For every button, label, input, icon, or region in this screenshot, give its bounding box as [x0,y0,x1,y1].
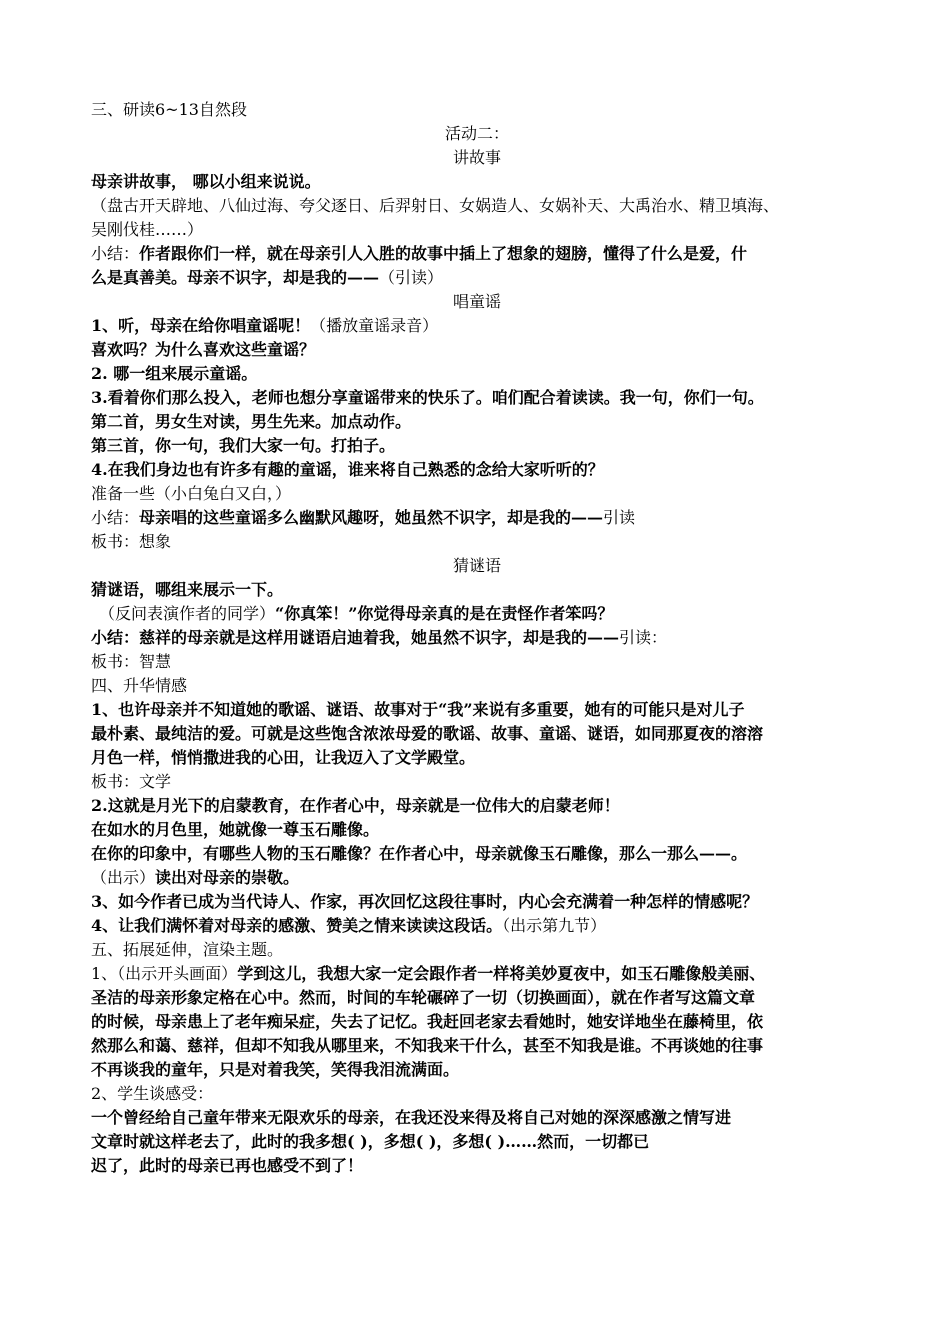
summary-text: 作者跟你们一样，就在母亲引人入胜的故事中插上了想象的翅膀，懂得了什么是爱，什 [139,244,748,263]
text-line: 的时候，母亲患上了老年痴呆症，失去了记忆。我赶回老家去看她时，她安详地坐在藤椅里，依 [91,1012,764,1031]
subheading-riddles: 猜谜语 [452,556,501,575]
summary-label: 小结： [91,244,140,263]
text-line: 1、（出示开头画面）学到这儿，我想大家一定会跟作者一样将美妙夏夜中，如玉石雕像般美丽、 [91,964,766,983]
document-body [91,98,863,1178]
text-line: 在如水的月色里，她就像一尊玉石雕像。 [91,820,380,839]
subheading-story: 讲故事 [452,148,501,167]
text-line: （盘古开天辟地、八仙过海、夸父逐日、后羿射日、女娲造人、女娲补天、大禹治水、精卫填海、 [91,196,780,215]
text-line: 3.看着你们那么投入，老师也想分享童谣带来的快乐了。咱们配合着读读。我一句，你们一句。 [91,388,764,407]
text-line: 文章时就这样老去了，此时的我多想( )，多想( )，多想( )……然而，一切都已 [91,1132,650,1151]
text-line [91,242,863,266]
summary-label: 小结： [91,508,140,527]
text-line: （反问表演作者的同学）“你真笨！”你觉得母亲真的是在责怪作者笨吗？ [99,604,614,623]
text-line: 1、听，母亲在给你唱童谣呢！（播放童谣录音） [91,316,439,335]
text-line: 4、让我们满怀着对母亲的感激、赞美之情来读读这段话。（出示第九节） [91,916,607,935]
text-line: 母亲讲故事， 哪以小组来说说。 [91,172,321,191]
text-line: 一个曾经给自己童年带来无限欢乐的母亲，在我还没来得及将自己对她的深深感激之情写进 [91,1108,732,1127]
text-line: 2.这就是月光下的启蒙教育，在作者心中，母亲就是一位伟大的启蒙老师！ [91,796,620,815]
text-line: 第二首，男女生对读，男生先来。加点动作。 [91,412,412,431]
text-line: 么是真善美。母亲不识字，却是我的——（引读） [91,268,444,287]
text-line: 在你的印象中，有哪些人物的玉石雕像？在作者心中，母亲就像玉石雕像，那么一那么——。 [91,844,748,863]
text-line: 第三首，你一句，我们大家一句。打拍子。 [91,436,396,455]
text-line: 1、也许母亲并不知道她的歌谣、谜语、故事对于“我”来说有多重要，她有的可能只是对儿子 [91,700,745,719]
text-line: 然那么和蔼、慈祥，但却不知我从哪里来，不知我来干什么，甚至不知我是谁。不再谈她的往事 [91,1036,764,1055]
text-line: 小结：慈祥的母亲就是这样用谜语启迪着我，她虽然不识字，却是我的——引读： [91,628,668,647]
text-line: 圣洁的母亲形象定格在心中。然而，时间的车轮碾碎了一切（切换画面），就在作者写这篇文章 [91,988,756,1007]
text-line: 2、学生谈感受： [91,1084,214,1103]
text-line: 喜欢吗？为什么喜欢这些童谣？ [91,340,316,359]
text-line: 吴刚伐桂……） [91,220,204,239]
board-note: 板书：文学 [91,772,172,791]
board-note: 板书：想象 [91,532,172,551]
text-line: 小结：母亲唱的这些童谣多么幽默风趣呀，她虽然不识字，却是我的——引读 [91,508,636,527]
text-line: 最朴素、最纯洁的爱。可就是这些饱含浓浓母爱的歌谣、故事、童谣、谜语，如同那夏夜的溶溶 [91,724,764,743]
subheading-songs: 唱童谣 [452,292,501,311]
text-line: （出示）读出对母亲的崇敬。 [91,868,300,887]
text-line: 2. 哪一组来展示童谣。 [91,364,258,383]
text-line: 迟了，此时的母亲已再也感受不到了！ [91,1156,364,1175]
text-line: 月色一样，悄悄撒进我的心田，让我迈入了文学殿堂。 [91,748,476,767]
text-line: 4.在我们身边也有许多有趣的童谣，谁来将自己熟悉的念给大家听听的？ [91,460,604,479]
text-line: 3、如今作者已成为当代诗人、作家，再次回忆这段往事时，内心会充满着一种怎样的情感呢？ [91,892,759,911]
text-line: 不再谈我的童年，只是对着我笑，笑得我泪流满面。 [91,1060,460,1079]
text-line: 准备一些（小白兔白又白，） [91,484,292,503]
section-heading-5: 五、拓展延伸，渲染主题。 [91,940,284,959]
text-line: 猜谜语，哪组来展示一下。 [91,580,284,599]
section-heading-4: 四、升华情感 [91,676,188,695]
section-heading-3: 三、研读6~13自然段 [91,100,247,119]
activity-title: 活动二： [444,124,509,143]
board-note: 板书：智慧 [91,652,172,671]
